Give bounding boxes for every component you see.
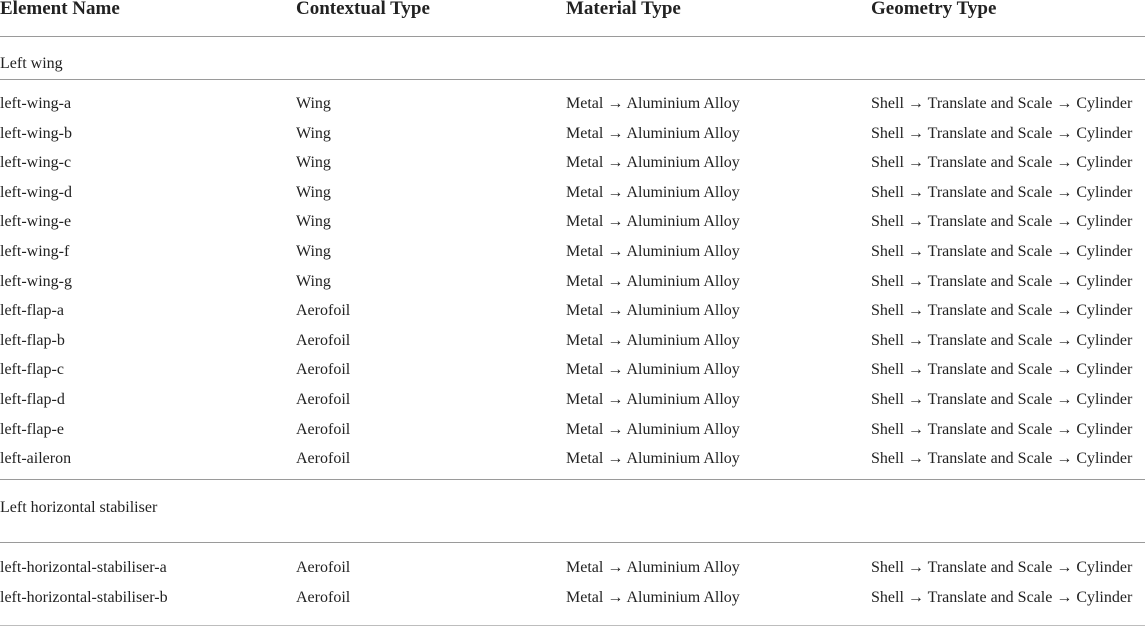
contextual-type-cell: Aerofoil [296,450,351,468]
geometry-type-cell: Shell → Translate and Scale → Cylinder [871,213,1133,231]
contextual-type-cell: Wing [296,124,331,142]
contextual-type-cell: Wing [296,183,331,201]
element-name-cell: left-wing-e [0,213,72,231]
element-name-cell: left-wing-g [0,272,72,290]
geometry-type-cell: Shell → Translate and Scale → Cylinder [871,154,1133,172]
element-name-cell: left-flap-c [0,361,64,379]
element-name-cell: left-wing-a [0,95,72,112]
contextual-type-cell: Wing [296,154,331,172]
group-row-left-wing [0,37,1145,80]
contextual-type-cell: Aerofoil [296,302,351,320]
table-row [0,420,1145,450]
element-name-cell: left-wing-f [0,242,70,260]
geometry-type-cell: Shell → Translate and Scale → Cylinder [871,272,1133,290]
table-row [0,183,1145,213]
header-material-type: Material Type [566,0,681,19]
header-contextual-type: Contextual Type [296,0,430,19]
header-geometry-type: Geometry Type [871,0,997,19]
geometry-type-cell: Shell → Translate and Scale → Cylinder [871,361,1133,379]
geometry-type-cell: Shell → Translate and Scale → Cylinder [871,242,1133,260]
table-row [0,242,1145,272]
material-type-cell: Metal → Aluminium Alloy [566,183,740,201]
contextual-type-cell: Wing [296,272,331,290]
material-type-cell: Metal → Aluminium Alloy [566,95,740,112]
table-row [0,124,1145,154]
table-row [0,558,1145,588]
material-type-cell: Metal → Aluminium Alloy [566,390,740,408]
element-name-cell: left-flap-b [0,331,65,349]
contextual-type-cell: Wing [296,213,331,231]
table-header-row [0,0,1145,37]
material-type-cell: Metal → Aluminium Alloy [566,331,740,349]
table-row [0,153,1145,183]
geometry-type-cell: Shell → Translate and Scale → Cylinder [871,183,1133,201]
group-label: Left horizontal stabiliser [0,499,158,516]
element-name-cell: left-wing-c [0,154,72,172]
contextual-type-cell: Aerofoil [296,390,351,408]
element-name-cell: left-aileron [0,450,72,468]
element-name-cell: left-horizontal-stabiliser-a [0,559,167,576]
geometry-type-cell: Shell → Translate and Scale → Cylinder [871,588,1133,606]
group-body-left-horizontal-stabiliser [0,543,1145,626]
material-type-cell: Metal → Aluminium Alloy [566,450,740,468]
geometry-type-cell: Shell → Translate and Scale → Cylinder [871,559,1133,576]
group-label: Left wing [0,55,63,72]
material-type-cell: Metal → Aluminium Alloy [566,559,740,576]
contextual-type-cell: Wing [296,242,331,260]
geometry-type-cell: Shell → Translate and Scale → Cylinder [871,124,1133,142]
table-row [0,301,1145,331]
geometry-type-cell: Shell → Translate and Scale → Cylinder [871,390,1133,408]
element-name-cell: left-wing-d [0,183,72,201]
geometry-type-cell: Shell → Translate and Scale → Cylinder [871,331,1133,349]
table-row [0,212,1145,242]
material-type-cell: Metal → Aluminium Alloy [566,302,740,320]
element-name-cell: left-flap-d [0,390,65,408]
contextual-type-cell: Aerofoil [296,559,351,576]
element-name-cell: left-flap-e [0,420,64,438]
header-element-name: Element Name [0,0,120,19]
contextual-type-cell: Aerofoil [296,331,351,349]
group-body-left-wing [0,80,1145,479]
material-type-cell: Metal → Aluminium Alloy [566,272,740,290]
table-row [0,390,1145,420]
element-name-cell: left-wing-b [0,124,72,142]
material-type-cell: Metal → Aluminium Alloy [566,588,740,606]
element-name-cell: left-flap-a [0,302,64,320]
material-type-cell: Metal → Aluminium Alloy [566,361,740,379]
geometry-type-cell: Shell → Translate and Scale → Cylinder [871,95,1133,112]
group-row-left-horizontal-stabiliser [0,479,1145,543]
contextual-type-cell: Aerofoil [296,420,351,438]
material-type-cell: Metal → Aluminium Alloy [566,420,740,438]
material-type-cell: Metal → Aluminium Alloy [566,124,740,142]
element-name-cell: left-horizontal-stabiliser-b [0,588,168,606]
contextual-type-cell: Aerofoil [296,588,351,606]
geometry-type-cell: Shell → Translate and Scale → Cylinder [871,302,1133,320]
table-row [0,272,1145,302]
geometry-type-cell: Shell → Translate and Scale → Cylinder [871,420,1133,438]
table-row [0,360,1145,390]
material-type-cell: Metal → Aluminium Alloy [566,154,740,172]
contextual-type-cell: Wing [296,95,331,112]
geometry-type-cell: Shell → Translate and Scale → Cylinder [871,450,1133,468]
table-row [0,331,1145,361]
contextual-type-cell: Aerofoil [296,361,351,379]
table-row [0,588,1145,618]
material-type-cell: Metal → Aluminium Alloy [566,242,740,260]
table-row [0,94,1145,124]
material-type-cell: Metal → Aluminium Alloy [566,213,740,231]
table-row [0,449,1145,479]
